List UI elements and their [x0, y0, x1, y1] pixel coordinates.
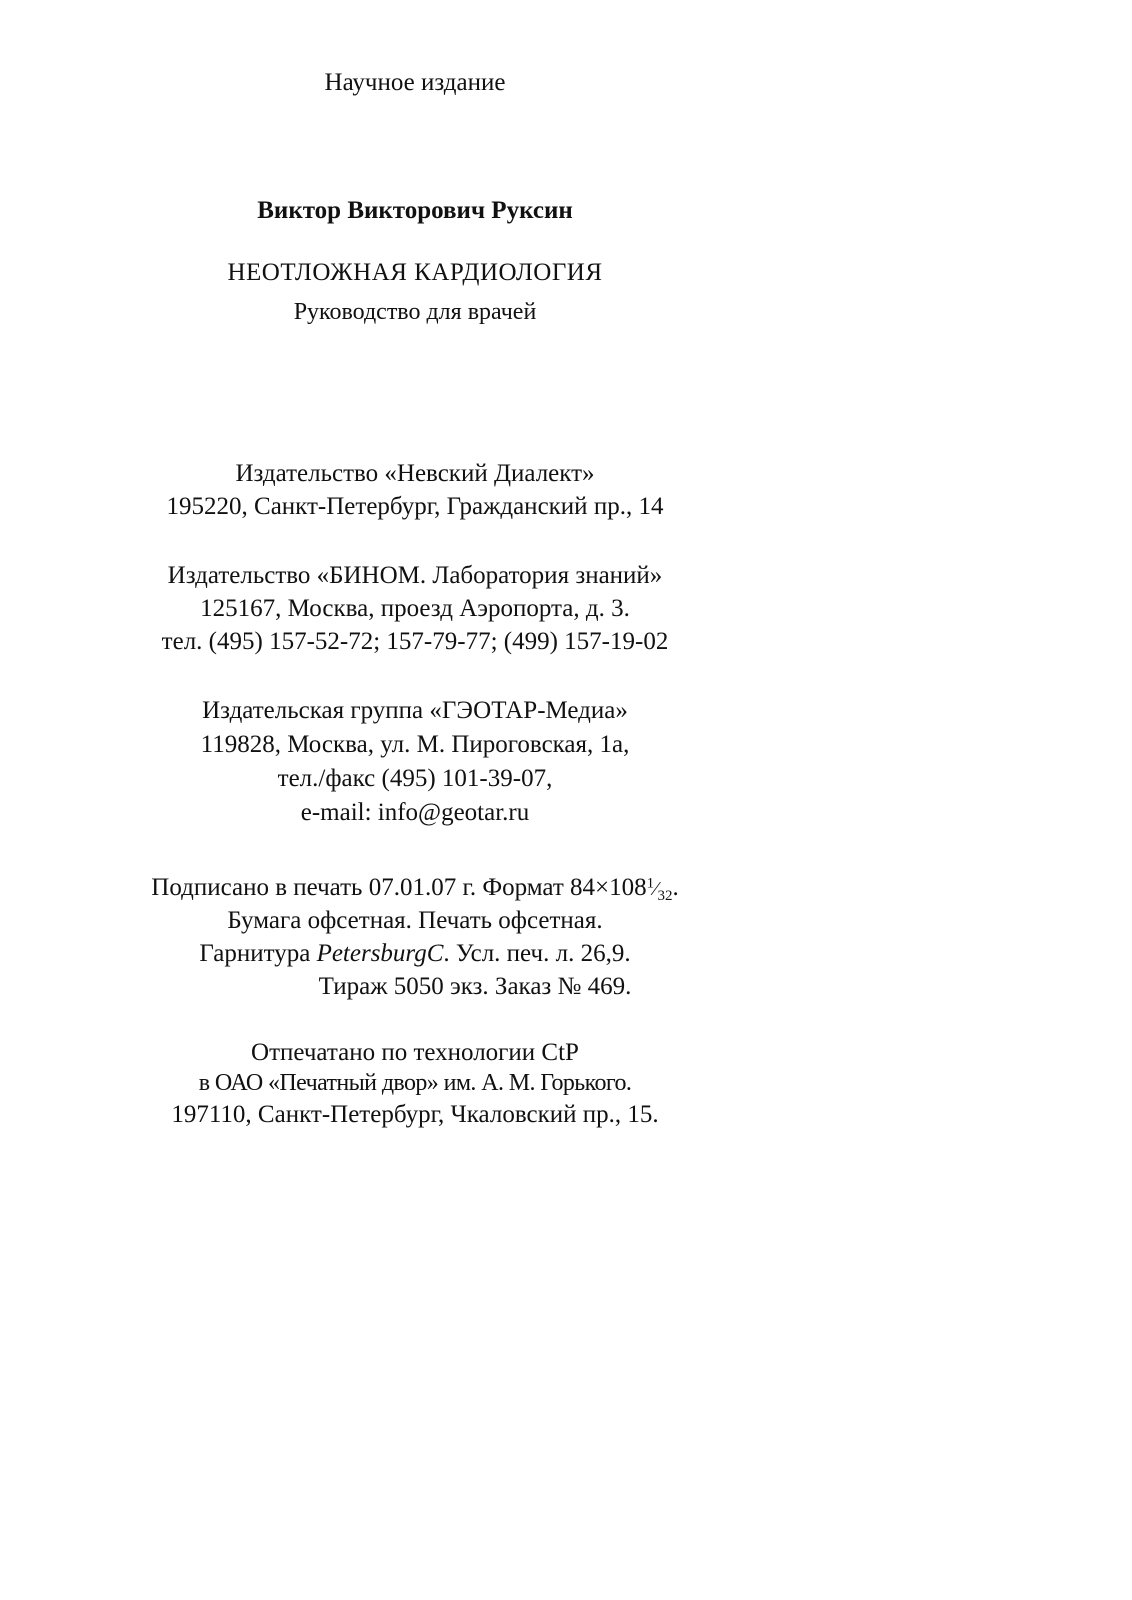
typeface-name: PetersburgC	[316, 940, 444, 967]
edition-type: Научное издание	[324, 69, 506, 96]
imprint-signed-suffix: .	[672, 874, 679, 901]
imprint-paper: Бумага офсетная. Печать офсетная.	[227, 907, 603, 934]
publisher-2-phones: тел. (495) 157-52-72; 157-79-77; (499) 157-19-02	[161, 628, 669, 655]
book-title: НЕОТЛОЖНАЯ КАРДИОЛОГИЯ	[227, 259, 603, 286]
publisher-2-name: Издательство «БИНОМ. Лаборатория знаний»	[167, 562, 663, 589]
imprint-circulation: Тираж 5050 экз. Заказ № 469.	[318, 973, 632, 1000]
author-name: Виктор Викторович Руксин	[257, 197, 573, 224]
publisher-3-phones: тел./факс (495) 101-39-07,	[277, 765, 553, 792]
publisher-3-name: Издательская группа «ГЭОТАР-Медиа»	[202, 697, 628, 724]
publisher-3-email: e-mail: info@geotar.ru	[300, 799, 530, 826]
printer-technology: Отпечатано по технологии CtP	[251, 1039, 579, 1066]
publisher-1-address: 195220, Санкт-Петербург, Гражданский пр., 14	[166, 493, 664, 520]
publisher-2-address: 125167, Москва, проезд Аэропорта, д. 3.	[200, 595, 630, 622]
publisher-1-name: Издательство «Невский Диалект»	[235, 460, 595, 487]
format-denominator: 32	[657, 888, 673, 904]
printer-company: в ОАО «Печатный двор» им. А. М. Горького.	[198, 1070, 632, 1096]
publisher-3-address: 119828, Москва, ул. М. Пироговская, 1а,	[200, 731, 630, 758]
book-subtitle: Руководство для врачей	[293, 299, 537, 325]
imprint-signed-text: Подписано в печать 07.01.07 г. Формат 84×108	[151, 874, 647, 901]
format-numerator: 1	[646, 875, 655, 892]
imprint-typeface-line	[0, 941, 830, 966]
printer-address: 197110, Санкт-Петербург, Чкаловский пр., 15.	[171, 1101, 659, 1128]
typeface-label: Гарнитура	[199, 940, 317, 967]
imprint-signed-line	[0, 875, 830, 904]
format-fraction: $^1⁄_{32}$	[646, 875, 673, 904]
typeface-suffix: . Усл. печ. л. 26,9.	[443, 940, 631, 967]
